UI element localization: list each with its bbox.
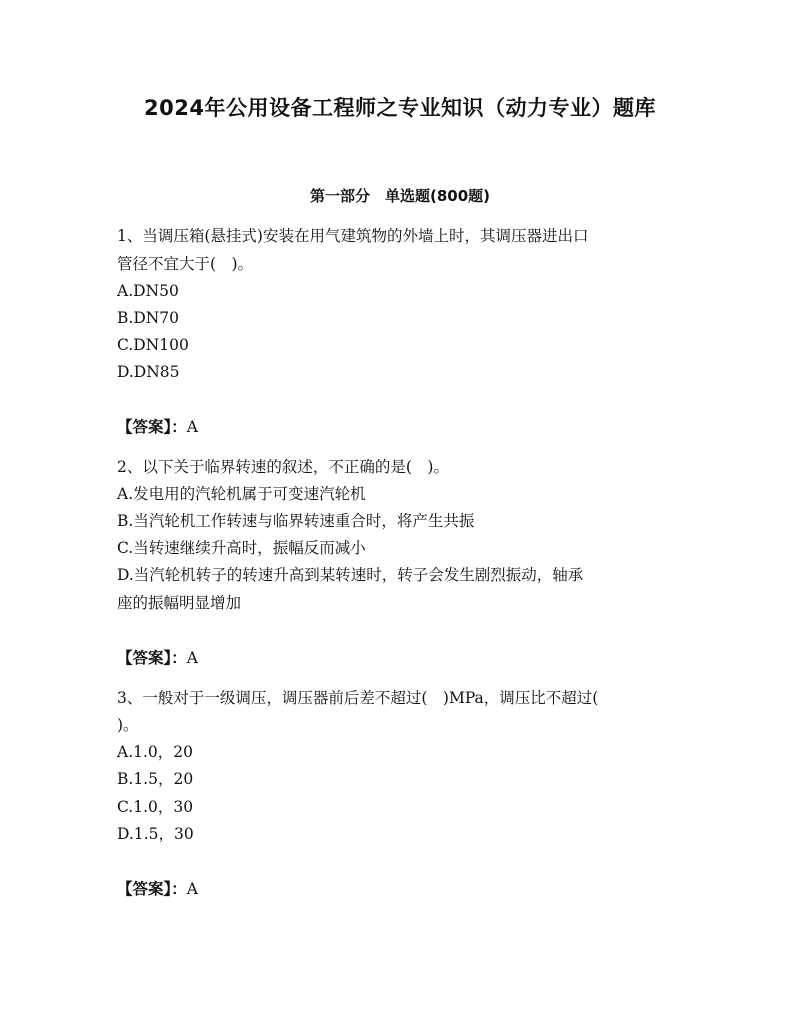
option-c: C.当转速继续升高时，振幅反而减小 — [117, 539, 366, 557]
option-d: D.当汽轮机转子的转速升高到某转速时，转子会发生剧烈振动，轴承 — [117, 566, 584, 584]
question-stem-line: 3、一般对于一级调压，调压器前后差不超过( )MPa，调压比不超过( — [117, 689, 599, 707]
question-stem-line: 管径不宜大于( )。 — [117, 255, 254, 273]
option-b: B.1.5，20 — [117, 770, 194, 788]
answer-label: 【答案】： — [117, 418, 187, 436]
answer-label: 【答案】： — [117, 880, 187, 898]
answer-line — [117, 879, 198, 899]
option-d: D.DN85 — [117, 363, 180, 381]
option-a: A.DN50 — [117, 282, 179, 300]
option-a: A.发电用的汽轮机属于可变速汽轮机 — [117, 485, 366, 503]
question-stem-line: 2、以下关于临界转速的叙述，不正确的是( )。 — [117, 458, 449, 476]
answer-value: A — [186, 880, 198, 898]
option-d: D.1.5，30 — [117, 825, 194, 843]
option-c: C.1.0，30 — [117, 798, 194, 816]
section-heading: 第一部分 单选题(800题) — [309, 187, 491, 205]
answer-line — [117, 648, 198, 668]
answer-label: 【答案】： — [117, 649, 187, 667]
question-stem-line: )。 — [117, 716, 139, 734]
option-b: B.DN70 — [117, 309, 180, 327]
option-a: A.1.0，20 — [117, 743, 193, 761]
option-b: B.当汽轮机工作转速与临界转速重合时，将产生共振 — [117, 512, 475, 530]
answer-value: A — [186, 649, 198, 667]
option-d-continued: 座的振幅明显增加 — [117, 594, 242, 612]
question-stem-line: 1、当调压箱(悬挂式)安装在用气建筑物的外墙上时，其调压器进出口 — [117, 227, 589, 245]
answer-line — [117, 417, 198, 437]
option-c: C.DN100 — [117, 336, 189, 354]
document-title: 2024年公用设备工程师之专业知识（动力专业）题库 — [144, 96, 656, 120]
answer-value: A — [186, 418, 198, 436]
